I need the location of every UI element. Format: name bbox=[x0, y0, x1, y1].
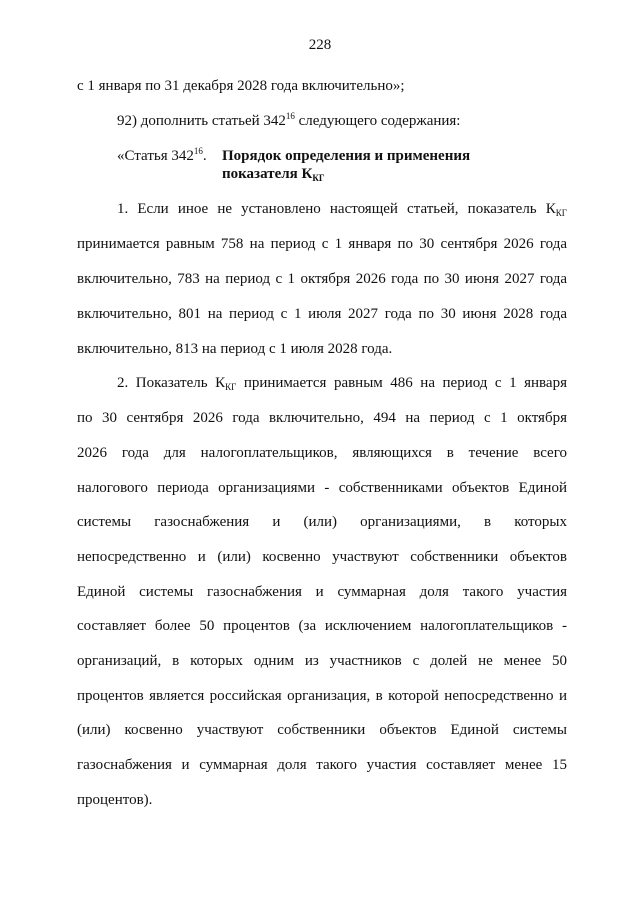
para2-line-1-text-b: принимается равным 486 на период с 1 января bbox=[236, 375, 567, 391]
article-title-line-2-prefix: показателя К bbox=[222, 166, 313, 182]
item-92-prefix: 92) дополнить статьей 342 bbox=[117, 113, 286, 129]
page-number: 228 bbox=[308, 37, 332, 53]
para1-line-1-text: 1. Если иное не установлено настоящей статьей, показатель К bbox=[117, 201, 556, 217]
intro-line: с 1 января по 31 декабря 2028 года включительно»; bbox=[77, 78, 405, 94]
para1-line-2: принимается равным 758 на период с 1 января по 30 сентября 2026 года bbox=[77, 236, 567, 252]
para2-line: (или) косвенно участвуют собственники объектов Единой системы bbox=[77, 722, 567, 738]
para2-line-1 bbox=[117, 374, 567, 392]
article-title-line-2 bbox=[222, 165, 325, 183]
para1-line-5: включительно, 813 на период с 1 июля 2028 года. bbox=[77, 341, 393, 357]
article-label-suffix: . bbox=[202, 148, 207, 164]
para1-line-3: включительно, 783 на период с 1 октября 2026 года по 30 июня 2027 года bbox=[77, 271, 567, 287]
item-92-suffix: следующего содержания: bbox=[294, 113, 461, 129]
para2-line: 2026 года для налогоплательщиков, являющихся в течение всего bbox=[77, 445, 567, 461]
para2-line: Единой системы газоснабжения и суммарная доля такого участия bbox=[77, 584, 567, 600]
para2-last-line: процентов). bbox=[77, 792, 153, 808]
article-label-superscript: 16 bbox=[193, 146, 203, 156]
para2-line: по 30 сентября 2026 года включительно, 494 на период с 1 октября bbox=[77, 410, 567, 426]
para2-line: организаций, в которых одним из участников с долей не менее 50 bbox=[77, 653, 567, 669]
para2-line-1-text-a: 2. Показатель К bbox=[117, 375, 226, 391]
para1-line-4: включительно, 801 на период с 1 июля 2027 года по 30 июня 2028 года bbox=[77, 306, 567, 322]
article-title-subscript: КГ bbox=[312, 173, 325, 183]
article-label-prefix: «Статья 342 bbox=[117, 148, 194, 164]
para2-line: системы газоснабжения и (или) организациями, в которых bbox=[77, 514, 567, 530]
para2-line: газоснабжения и суммарная доля такого участия составляет менее 15 bbox=[77, 757, 567, 773]
para1-line-1 bbox=[117, 200, 567, 218]
item-92-line bbox=[117, 112, 460, 130]
item-92-superscript: 16 bbox=[285, 111, 295, 121]
para2-line: процентов является российская организация, в которой непосредственно и bbox=[77, 688, 567, 704]
para2-line: непосредственно и (или) косвенно участвуют собственники объектов bbox=[77, 549, 567, 565]
para2-line: налогового периода организациями - собственниками объектов Единой bbox=[77, 480, 567, 496]
article-label bbox=[117, 147, 207, 165]
para2-line-1-subscript: КГ bbox=[225, 382, 237, 392]
para1-line-1-subscript: КГ bbox=[555, 208, 567, 218]
para2-line: составляет более 50 процентов (за исключением налогоплательщиков - bbox=[77, 618, 567, 634]
article-title-line-1: Порядок определения и применения bbox=[222, 148, 471, 164]
